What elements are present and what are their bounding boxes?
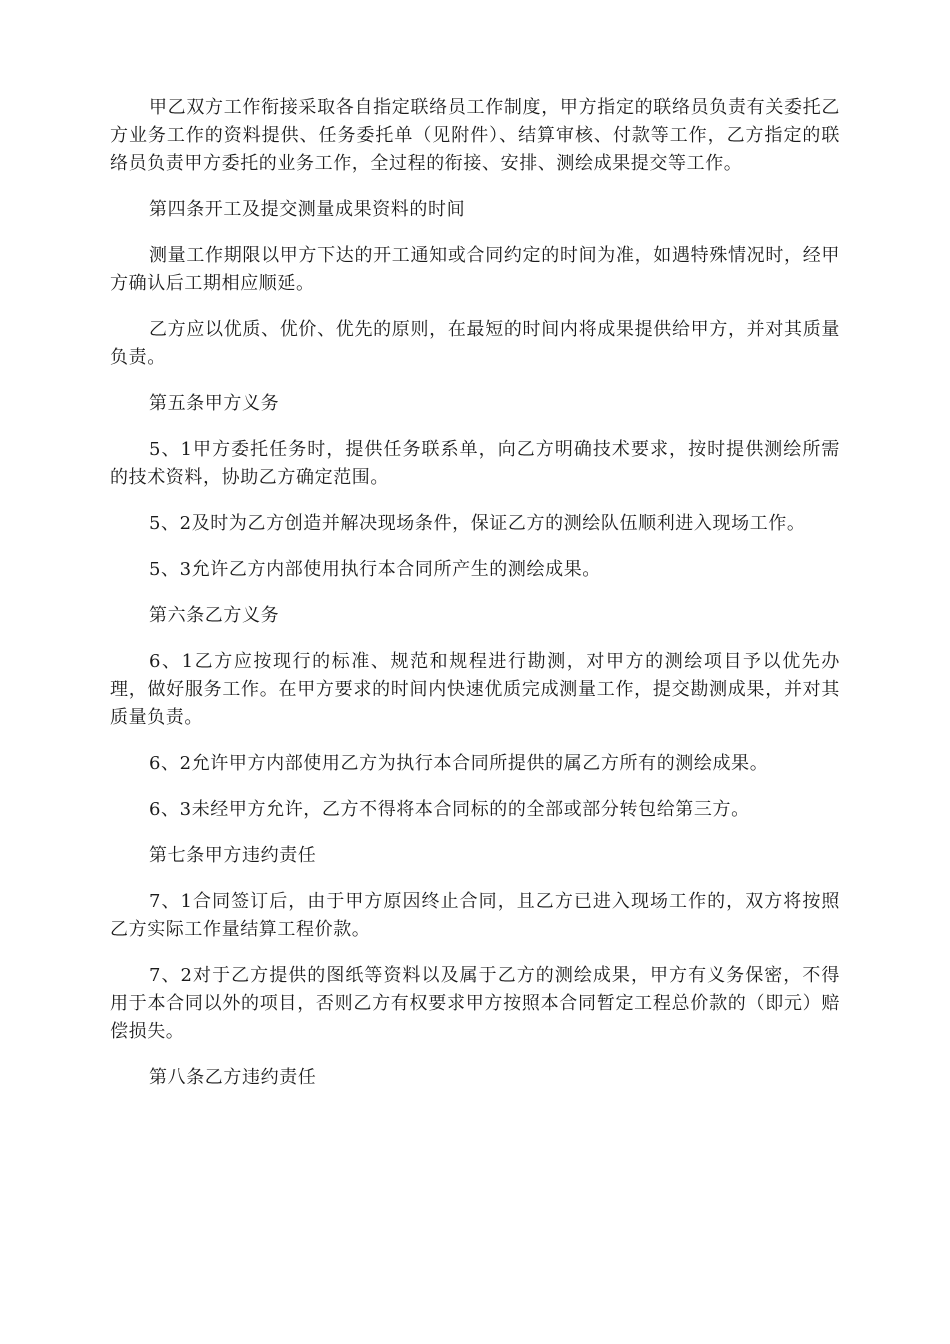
clause-6-1: 6、1乙方应按现行的标准、规范和规程进行勘测，对甲方的测绘项目予以优先办理，做好服务工作。在甲方要求的时间内快速优质完成测量工作，提交勘测成果，并对其质量负责。 xyxy=(110,651,840,728)
article-4-heading: 第四条开工及提交测量成果资料的时间 xyxy=(149,199,466,220)
article-6-heading: 第六条乙方义务 xyxy=(149,605,280,626)
clause-7-2: 7、2对于乙方提供的图纸等资料以及属于乙方的测绘成果，甲方有义务保密，不得用于本合同以外的项目，否则乙方有权要求甲方按照本合同暂定工程总价款的（即元）赔偿损失。 xyxy=(110,965,840,1042)
document-body xyxy=(110,94,840,1110)
paragraph-liaison-system: 甲乙双方工作衔接采取各自指定联络员工作制度，甲方指定的联络员负责有关委托乙方业务工作的资料提供、任务委托单（见附件）、结算审核、付款等工作，乙方指定的联络员负责甲方委托的业务工作，全过程的衔接、安排、测绘成果提交等工作。 xyxy=(110,97,840,174)
clause-5-1: 5、1甲方委托任务时，提供任务联系单，向乙方明确技术要求，按时提供测绘所需的技术资料，协助乙方确定范围。 xyxy=(110,439,840,488)
clause-5-2: 5、2及时为乙方创造并解决现场条件，保证乙方的测绘队伍顺利进入现场工作。 xyxy=(149,513,806,534)
article-7-heading: 第七条甲方违约责任 xyxy=(149,845,317,866)
clause-6-3: 6、3未经甲方允许，乙方不得将本合同标的的全部或部分转包给第三方。 xyxy=(149,799,750,820)
paragraph-work-period: 测量工作期限以甲方下达的开工通知或合同约定的时间为准，如遇特殊情况时，经甲方确认后工期相应顺延。 xyxy=(110,245,840,294)
paragraph-quality-principle: 乙方应以优质、优价、优先的原则，在最短的时间内将成果提供给甲方，并对其质量负责。 xyxy=(110,319,840,368)
clause-7-1: 7、1合同签订后，由于甲方原因终止合同，且乙方已进入现场工作的，双方将按照乙方实际工作量结算工程价款。 xyxy=(110,891,840,940)
article-5-heading: 第五条甲方义务 xyxy=(149,393,280,414)
clause-6-2: 6、2允许甲方内部使用乙方为执行本合同所提供的属乙方所有的测绘成果。 xyxy=(149,753,769,774)
clause-5-3: 5、3允许乙方内部使用执行本合同所产生的测绘成果。 xyxy=(149,559,601,580)
article-8-heading: 第八条乙方违约责任 xyxy=(149,1067,317,1088)
